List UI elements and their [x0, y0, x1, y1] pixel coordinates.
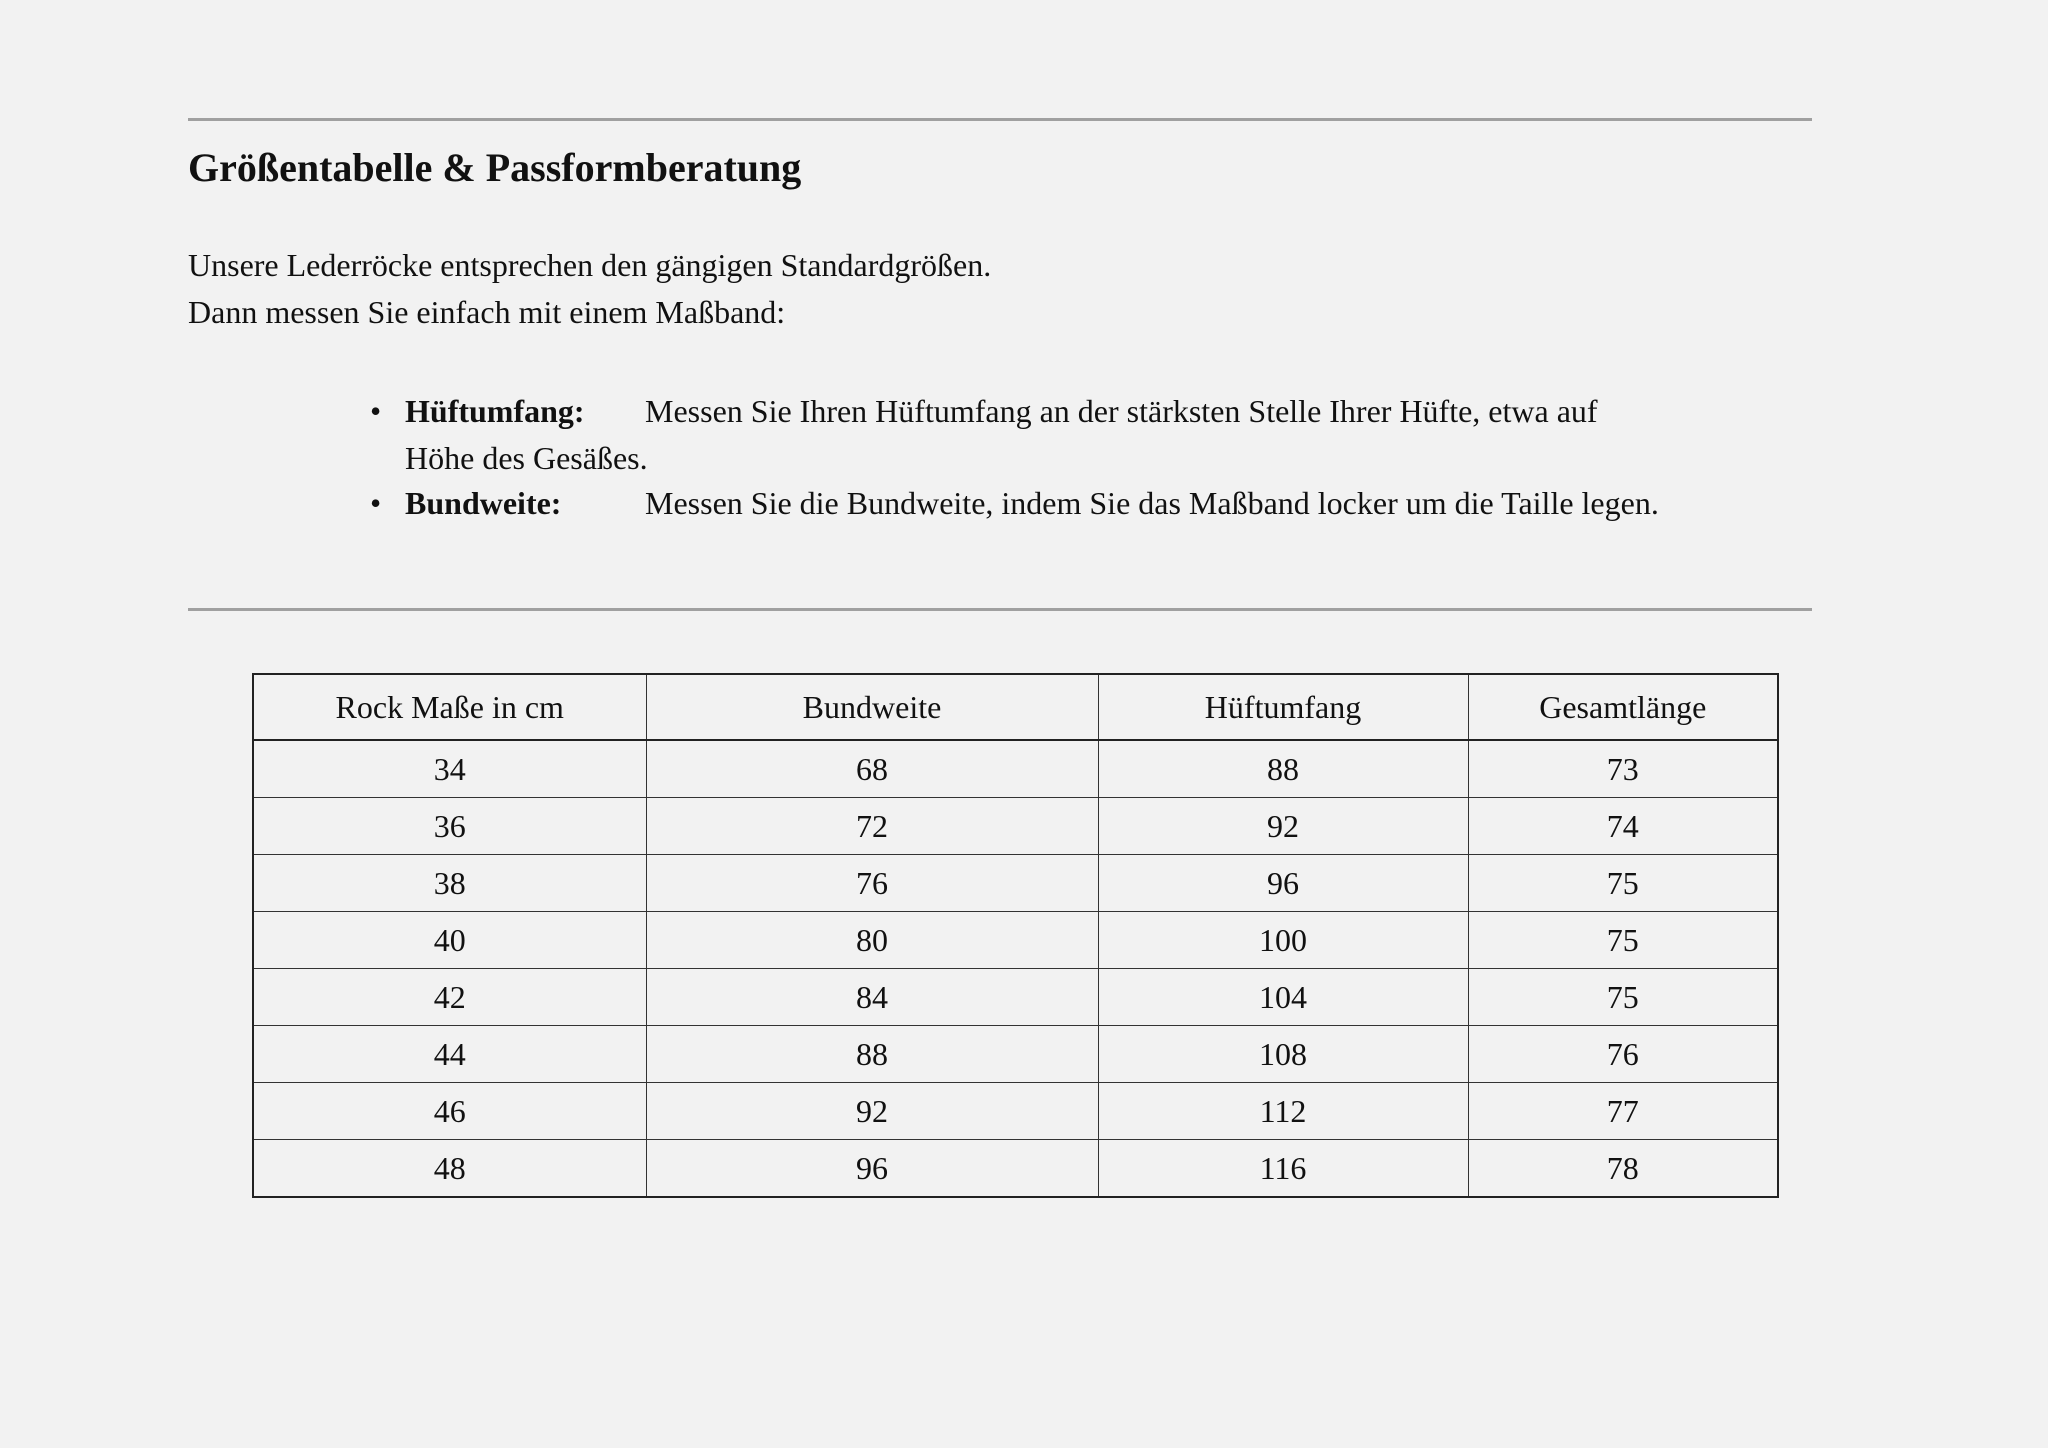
table-header-row [253, 674, 1778, 740]
table-cell: 72 [646, 798, 1098, 855]
table-cell: 40 [253, 912, 646, 969]
table-cell: 104 [1098, 969, 1468, 1026]
table-cell: 77 [1468, 1083, 1778, 1140]
table-cell: 68 [646, 740, 1098, 798]
measurement-instructions [370, 388, 1670, 525]
table-cell: 74 [1468, 798, 1778, 855]
size-table [252, 673, 1779, 1198]
table-row [253, 969, 1778, 1026]
table-cell: 100 [1098, 912, 1468, 969]
table-cell: 96 [646, 1140, 1098, 1198]
page-title: Größentabelle & Passformberatung [188, 145, 802, 190]
table-cell: 76 [646, 855, 1098, 912]
table-cell: 42 [253, 969, 646, 1026]
intro-line-1: Unsere Lederröcke entsprechen den gängigen Standardgrößen. [188, 247, 992, 283]
table-row [253, 798, 1778, 855]
table-cell: 80 [646, 912, 1098, 969]
bullet-text: Messen Sie die Bundweite, indem Sie das Maßband locker um die Taille legen. [645, 485, 1659, 521]
table-cell: 84 [646, 969, 1098, 1026]
column-header-length: Gesamtlänge [1468, 674, 1778, 740]
table-cell: 88 [1098, 740, 1468, 798]
table-cell: 46 [253, 1083, 646, 1140]
bullet-text: Messen Sie Ihren Hüftumfang an der stärksten Stelle Ihrer Hüfte, etwa auf Höhe des Gesäßes. [405, 393, 1598, 476]
column-header-waist: Bundweite [646, 674, 1098, 740]
table-cell: 48 [253, 1140, 646, 1198]
intro-line-2: Dann messen Sie einfach mit einem Maßband: [188, 294, 786, 330]
intro-paragraph [188, 242, 991, 336]
table-cell: 44 [253, 1026, 646, 1083]
table-cell: 96 [1098, 855, 1468, 912]
table-cell: 116 [1098, 1140, 1468, 1198]
table-cell: 75 [1468, 912, 1778, 969]
table-cell: 92 [646, 1083, 1098, 1140]
table-row [253, 855, 1778, 912]
bullet-hip [370, 388, 1670, 482]
column-header-hip: Hüftumfang [1098, 674, 1468, 740]
table-cell: 112 [1098, 1083, 1468, 1140]
bullet-waist [370, 480, 1670, 527]
table-body [253, 740, 1778, 1197]
table-cell: 76 [1468, 1026, 1778, 1083]
table-cell: 75 [1468, 855, 1778, 912]
top-divider [188, 118, 1812, 121]
table-row [253, 1026, 1778, 1083]
middle-divider [188, 608, 1812, 611]
column-header-size: Rock Maße in cm [253, 674, 646, 740]
table-cell: 73 [1468, 740, 1778, 798]
table-row [253, 912, 1778, 969]
table-cell: 38 [253, 855, 646, 912]
table-cell: 88 [646, 1026, 1098, 1083]
table-cell: 36 [253, 798, 646, 855]
table-row [253, 740, 1778, 798]
table-cell: 92 [1098, 798, 1468, 855]
bullet-dot-icon: • [370, 393, 382, 429]
table-row [253, 1083, 1778, 1140]
bullet-term: Bundweite: [405, 485, 562, 521]
table-cell: 108 [1098, 1026, 1468, 1083]
table-cell: 34 [253, 740, 646, 798]
bullet-term: Hüftumfang: [405, 393, 585, 429]
table-cell: 78 [1468, 1140, 1778, 1198]
table-row [253, 1140, 1778, 1198]
bullet-dot-icon: • [370, 485, 382, 521]
table-cell: 75 [1468, 969, 1778, 1026]
